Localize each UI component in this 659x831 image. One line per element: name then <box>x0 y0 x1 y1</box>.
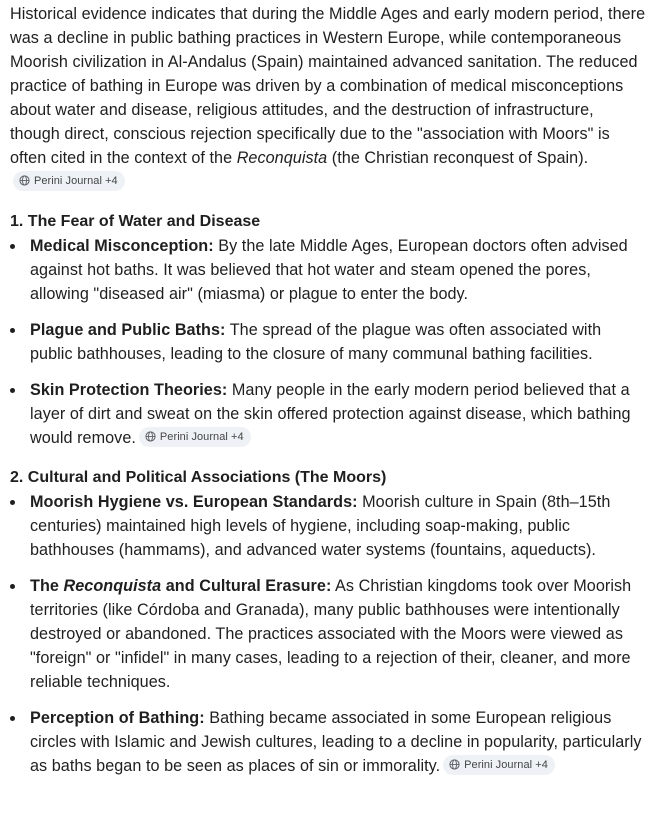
list-item <box>10 490 647 562</box>
list-item <box>10 378 647 450</box>
list-item-title: Plague and Public Baths: <box>30 321 226 339</box>
source-chip[interactable] <box>139 427 251 447</box>
globe-icon <box>145 431 156 442</box>
intro-paragraph <box>10 2 647 194</box>
list-item-text: Bathing became associated in some European religious circles with Islamic and Jewish cultures, leading to a decline in popularity, particularly as baths began to be seen as places of sin or immorality. <box>30 709 642 775</box>
intro-text-1: Historical evidence indicates that during the Middle Ages and early modern period, there was a decline in public bathing practices in Western Europe, while contemporaneous Moorish civilization in Al-Andalus (Spain) maintained advanced sanitation. The reduced practice of bathing in Europe was driven by a combination of medical misconceptions about water and disease, religious attitudes, and the destruction of infrastructure, though direct, conscious rejection specifically due to the "association with Moors" is often cited in the context of the <box>10 5 646 167</box>
section-heading-cultural-associations: 2. Cultural and Political Associations (The Moors) <box>10 469 387 486</box>
source-chip-label: Perini Journal +4 <box>464 758 548 771</box>
list-item-title: Perception of Bathing: <box>30 709 205 727</box>
list-item-title: Medical Misconception: <box>30 237 214 255</box>
list-item-title <box>30 577 331 595</box>
list-item <box>10 234 647 306</box>
section-1-list <box>10 234 647 450</box>
list-item-title-prefix: The <box>30 577 64 595</box>
list-item-text: The spread of the plague was often associated with public bathhouses, leading to the closure of many communal bathing facilities. <box>30 321 602 363</box>
list-item <box>10 706 647 778</box>
list-item-title: Moorish Hygiene vs. European Standards: <box>30 493 358 511</box>
list-item-title-italic: Reconquista <box>63 577 162 595</box>
source-chip-label: Perini Journal +4 <box>34 174 118 187</box>
source-chip-label: Perini Journal +4 <box>159 430 244 443</box>
list-item <box>10 574 647 694</box>
list-item-title: Skin Protection Theories: <box>30 381 228 399</box>
list-item-text: Moorish culture in Spain (8th–15th centuries) maintained high levels of hygiene, including soap-making, public bathhouses (hammams), and advanced water systems (fountains, aqueducts). <box>30 493 611 559</box>
globe-icon <box>449 759 460 770</box>
source-chip[interactable] <box>13 171 125 191</box>
intro-text-2: (the Christian reconquest of Spain). <box>327 149 589 167</box>
section-heading-fear-of-water: 1. The Fear of Water and Disease <box>10 213 261 230</box>
list-item-text: Many people in the early modern period believed that a layer of dirt and sweat on the skin offered protection against disease, which bathing would remove. <box>30 381 631 447</box>
intro-italic-term: Reconquista <box>236 149 328 167</box>
list-item <box>10 318 647 366</box>
list-item-title-suffix: and Cultural Erasure: <box>161 577 332 595</box>
list-item-text: As Christian kingdoms took over Moorish territories (like Córdoba and Granada), many public bathhouses were intentionally destroyed or abandoned. The practices associated with the Moors were viewed as "foreign" or "infidel" in many cases, leading to a rejection of their, cleaner, and more reliable techniques. <box>30 577 632 691</box>
section-2-list <box>10 490 647 778</box>
source-chip[interactable] <box>443 755 555 775</box>
list-item-text: By the late Middle Ages, European doctors often advised against hot baths. It was believed that hot water and steam opened the pores, allowing "diseased air" (miasma) or plague to enter the body. <box>30 237 628 303</box>
globe-icon <box>19 175 30 186</box>
